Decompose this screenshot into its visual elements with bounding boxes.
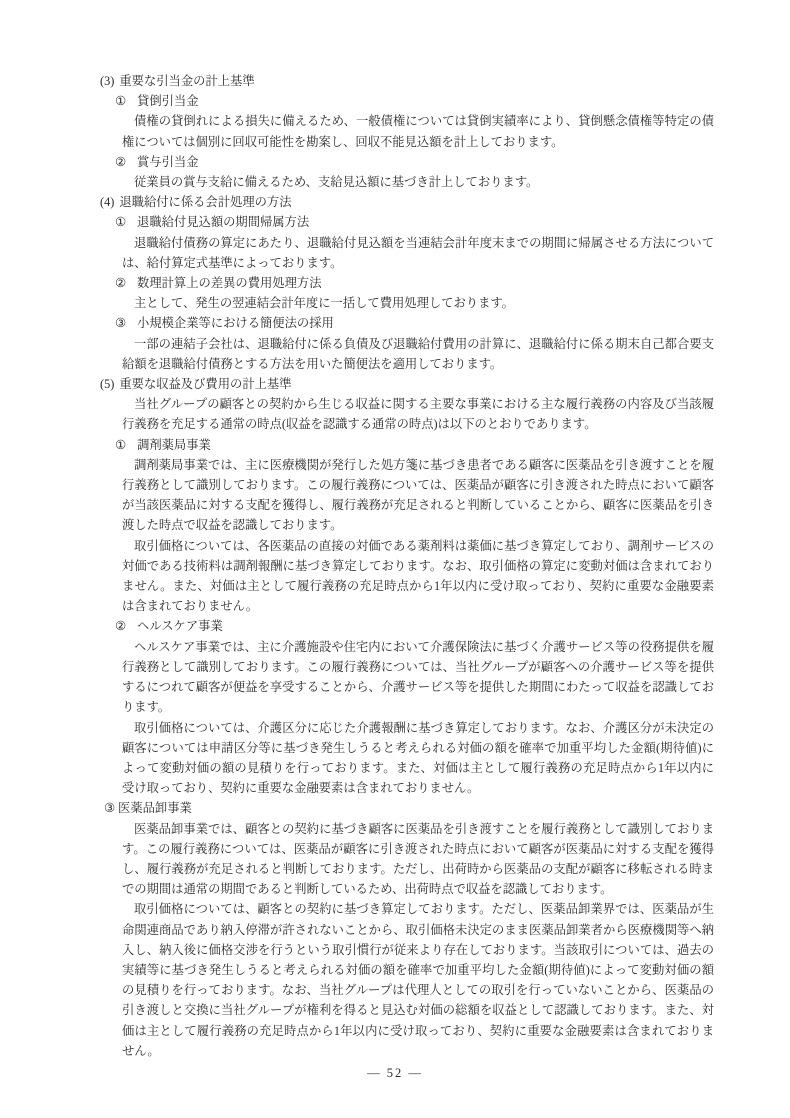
item-heading — [115, 313, 714, 333]
heading-label: 医薬品卸事業 — [118, 801, 192, 816]
section-heading — [100, 192, 714, 212]
item-heading — [115, 91, 714, 111]
paragraph: 取引価格については、各医薬品の直接の対価である薬剤料は薬価に基づき算定しており、調剤サービスの対価である技術料は調剤報酬に基づき算定しております。なお、取引価格の算定に変動対価は含まれておりません。また、対価は主として履行義務の充足時点から1年以内に受け取っており、契約に重要な金融要素は含まれておりません。 — [122, 538, 714, 614]
item-marker: ② — [115, 154, 127, 169]
paragraph: 主として、発生の翌連結会計年度に一括して費用処理しております。 — [134, 296, 514, 311]
paragraph: 医薬品卸事業では、顧客との契約に基づき顧客に医薬品を引き渡すことを履行義務として識別しております。この履行義務については、医薬品が顧客に引き渡された時点において顧客が医薬品に対する支配を獲得し、履行義務が充足されると判断しております。ただし、出荷時から医薬品の支配が顧客に移転される時までの期間は通常の期間であると判断しているため、出荷時点で収益を認識しております。 — [122, 821, 714, 897]
heading-label: 調剤薬局事業 — [137, 437, 211, 452]
heading-label: 退職給付見込額の期間帰属方法 — [137, 215, 310, 230]
section-marker: (3) — [100, 74, 115, 88]
paragraph: 債権の貸倒れによる損失に備えるため、一般債権については貸倒実績率により、貸倒懸念債権等特定の債権については個別に回収可能性を勘案し、回収不能見込額を計上しております。 — [122, 114, 714, 149]
paragraph: 当社グループの顧客との契約から生じる収益に関する主要な事業における主な履行義務の内容及び当該履行義務を充足する通常の時点(収益を認識する通常の時点)は以下のとおりであります。 — [122, 397, 714, 432]
heading-label: 退職給付に係る会計処理の方法 — [119, 195, 292, 210]
item-marker: ① — [115, 437, 127, 452]
item-marker: ② — [115, 276, 127, 291]
paragraph: ヘルスケア事業では、主に介護施設や住宅内において介護保険法に基づく介護サービス等の役務提供を履行義務として識別しております。この履行義務については、当社グループが顧客への介護サービス等を提供するにつれて顧客が便益を享受することから、介護サービス等を提供した期間にわたって収益を認識しております。 — [122, 639, 714, 715]
paragraph: 調剤薬局事業では、主に医療機関が発行した処方箋に基づき患者である顧客に医薬品を引き渡すことを履行義務として識別しております。この履行義務については、医薬品が顧客に引き渡された時点において顧客が当該医薬品に対する支配を獲得し、履行義務が充足されると判断していることから、顧客に医薬品を引き渡した時点で収益を認識しております。 — [122, 457, 714, 533]
item-heading — [115, 152, 714, 172]
heading-label: 貸倒引当金 — [137, 94, 199, 109]
item-marker: ③ — [104, 801, 116, 816]
paragraph: 取引価格については、介護区分に応じた介護報酬に基づき算定しております。なお、介護区分が未決定の顧客については申請区分等に基づき発生しうると考えられる対価の額を確率で加重平均した金額(期待値)によって変動対価の額の見積りを行っております。また、対価は主として履行義務の充足時点から1年以内に受け取っており、契約に重要な金融要素は含まれておりません。 — [122, 720, 714, 796]
item-marker: ③ — [115, 316, 127, 331]
paragraph: 一部の連結子会社は、退職給付に係る負債及び退職給付費用の計算に、退職給付に係る期末自己都合要支給額を退職給付債務とする方法を用いた簡便法を適用しております。 — [122, 336, 714, 371]
section-heading — [100, 71, 714, 91]
heading-label: 賞与引当金 — [137, 154, 199, 169]
heading-label: 小規模企業等における簡便法の採用 — [137, 316, 334, 331]
item-heading — [115, 616, 714, 636]
heading-label: 数理計算上の差異の費用処理方法 — [137, 276, 322, 291]
heading-label: 重要な収益及び費用の計上基準 — [119, 377, 292, 392]
item-heading — [115, 273, 714, 293]
paragraph: 従業員の賞与支給に備えるため、支給見込額に基づき計上しております。 — [134, 175, 539, 190]
section-marker: (4) — [100, 195, 115, 210]
paragraph: 退職給付債務の算定にあたり、退職給付見込額を当連結会計年度末までの期間に帰属させる方法については、給付算定式基準によっております。 — [122, 235, 714, 270]
paragraph: 取引価格については、顧客との契約に基づき算定しております。ただし、医薬品卸業界では、医薬品が生命関連商品であり納入停滞が許されないことから、取引価格未決定のまま医薬品卸業者から医療機関等へ納入し、納入後に価格交渉を行うという取引慣行が従来より存在しております。当該取引については、過去の実績等に基づき発生しうると考えられる対価の額を確率で加重平均した金額(期待値)によって変動対価の額の見積りを行っております。なお、当社グループは代理人としての取引を行っていないことから、医薬品の引き渡しと交換に当社グループが権利を得ると見込む対価の総額を収益として認識しております。また、対価は主として履行義務の充足時点から1年以内に受け取っており、契約に重要な金融要素は含まれておりません。 — [122, 902, 714, 1058]
section-marker: (5) — [100, 377, 115, 392]
item-marker: ① — [115, 215, 127, 230]
section-heading — [100, 374, 714, 394]
item-heading — [104, 798, 714, 818]
item-marker: ② — [115, 619, 127, 634]
page-number: ― 52 ― — [367, 1066, 423, 1080]
heading-label: 重要な引当金の計上基準 — [119, 74, 255, 88]
document-body — [100, 71, 714, 1061]
item-heading — [115, 435, 714, 455]
item-marker: ① — [115, 94, 127, 109]
heading-label: ヘルスケア事業 — [137, 619, 223, 634]
document-content — [100, 71, 714, 1061]
item-heading — [115, 212, 714, 232]
